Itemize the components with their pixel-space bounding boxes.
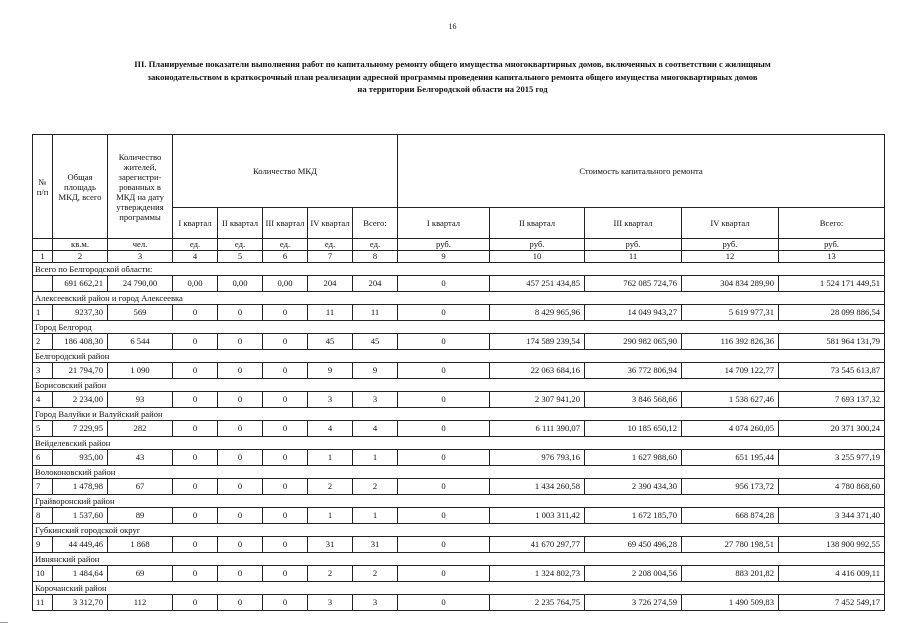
table-cell: 0 (263, 363, 308, 379)
table-cell: 1 090 (108, 363, 173, 379)
section-title-row (33, 350, 885, 363)
table-cell: 186 408,30 (53, 334, 108, 350)
table-cell: 8 429 965,96 (490, 305, 585, 321)
table-cell: 174 589 239,54 (490, 334, 585, 350)
table-cell: 581 964 131,79 (779, 334, 885, 350)
table-cell: 44 449,46 (53, 537, 108, 553)
table-cell: 0 (218, 537, 263, 553)
table-cell: 691 662,21 (53, 276, 108, 292)
column-number-cell: 1 (33, 251, 53, 263)
table-cell: 0 (218, 566, 263, 582)
table-cell: 1 484,64 (53, 566, 108, 582)
table-cell: 2 (353, 566, 398, 582)
section-title-row (33, 524, 885, 537)
table-cell: 45 (308, 334, 353, 350)
table-cell: 21 794,70 (53, 363, 108, 379)
table-cell: 11 (353, 305, 398, 321)
table-cell: 0 (263, 595, 308, 611)
table-cell: 24 790,00 (108, 276, 173, 292)
section-title: Ивнянский район (33, 553, 885, 566)
table-cell: 0 (398, 305, 490, 321)
column-numbers-row (33, 251, 885, 263)
table-cell: 45 (353, 334, 398, 350)
table-row (33, 334, 885, 350)
table-cell: 6 544 (108, 334, 173, 350)
table-row (33, 276, 885, 292)
table-cell: 3 344 371,40 (779, 508, 885, 524)
table-cell: 0 (218, 305, 263, 321)
table-cell: 7 693 137,32 (779, 392, 885, 408)
header-area: Общая площадь МКД, всего (53, 135, 108, 239)
table-cell: 0 (173, 595, 218, 611)
column-number-cell: 10 (490, 251, 585, 263)
table-cell: 1 627 988,60 (585, 450, 682, 466)
table-cell: 31 (308, 537, 353, 553)
section-title: Белгородский район (33, 350, 885, 363)
table-cell: 0 (218, 450, 263, 466)
table-cell: 0 (218, 334, 263, 350)
unit-cell (33, 239, 53, 251)
header-cost-q1: I квартал (398, 208, 490, 239)
table-cell: 3 (353, 595, 398, 611)
header-mkd-total: Всего: (353, 208, 398, 239)
table-cell: 11 (33, 595, 53, 611)
table-cell: 0 (173, 392, 218, 408)
table-cell: 0 (263, 450, 308, 466)
header-mkd-q4: IV квартал (308, 208, 353, 239)
table-cell: 1 538 627,46 (682, 392, 779, 408)
capital-repair-table (32, 134, 885, 611)
table-cell: 1 (308, 508, 353, 524)
table-cell: 0 (263, 479, 308, 495)
table-cell: 0 (218, 595, 263, 611)
table-cell: 1 537,60 (53, 508, 108, 524)
header-cost-q3: III квартал (585, 208, 682, 239)
table-cell: 304 834 289,90 (682, 276, 779, 292)
table-row (33, 508, 885, 524)
table-cell: 1 434 260,58 (490, 479, 585, 495)
header-repair-cost: Стоимость капитального ремонта (398, 135, 885, 208)
table-cell: 67 (108, 479, 173, 495)
table-cell: 9237,30 (53, 305, 108, 321)
table-cell: 0 (398, 363, 490, 379)
table-cell: 10 185 650,12 (585, 421, 682, 437)
section-title-row (33, 437, 885, 450)
page-number: 16 (448, 22, 457, 31)
table-cell: 935,00 (53, 450, 108, 466)
column-number-cell: 13 (779, 251, 885, 263)
table-cell: 9 (353, 363, 398, 379)
table-cell: 0 (173, 479, 218, 495)
table-cell: 1 (33, 305, 53, 321)
header-cost-q4: IV квартал (682, 208, 779, 239)
table-cell: 1 (353, 508, 398, 524)
section-title-row (33, 553, 885, 566)
table-cell: 3 (353, 392, 398, 408)
units-row (33, 239, 885, 251)
table-cell: 1 672 185,70 (585, 508, 682, 524)
table-cell: 69 450 496,28 (585, 537, 682, 553)
column-number-cell: 8 (353, 251, 398, 263)
unit-cell: руб. (682, 239, 779, 251)
header-num: № п/п (33, 135, 53, 239)
table-cell: 0,00 (263, 276, 308, 292)
table-cell: 668 874,28 (682, 508, 779, 524)
table-cell: 0 (398, 595, 490, 611)
header-cost-total: Всего: (779, 208, 885, 239)
table-row (33, 305, 885, 321)
table-cell: 4 (353, 421, 398, 437)
table-cell: 22 063 684,16 (490, 363, 585, 379)
unit-cell: кв.м. (53, 239, 108, 251)
unit-cell: ед. (308, 239, 353, 251)
table-cell: 762 085 724,76 (585, 276, 682, 292)
table-cell: 10 (33, 566, 53, 582)
unit-cell: руб. (398, 239, 490, 251)
table-cell: 2 (308, 479, 353, 495)
table-cell: 0 (398, 537, 490, 553)
table-cell: 0 (218, 508, 263, 524)
table-cell: 36 772 806,94 (585, 363, 682, 379)
table-cell: 2 234,00 (53, 392, 108, 408)
table-row (33, 392, 885, 408)
header-mkd-q1: I квартал (173, 208, 218, 239)
table-cell: 69 (108, 566, 173, 582)
table-cell: 1 (308, 450, 353, 466)
table-cell: 27 780 198,51 (682, 537, 779, 553)
table-cell: 0 (263, 566, 308, 582)
table-cell: 2 (33, 334, 53, 350)
table-cell: 0 (263, 334, 308, 350)
column-number-cell: 3 (108, 251, 173, 263)
table-cell: 651 195,44 (682, 450, 779, 466)
table-cell: 0 (173, 421, 218, 437)
table-cell: 0 (263, 537, 308, 553)
column-number-cell: 9 (398, 251, 490, 263)
header-mkd-count: Количество МКД (173, 135, 398, 208)
table-row (33, 363, 885, 379)
column-number-cell: 5 (218, 251, 263, 263)
section-title: Борисовский район (33, 379, 885, 392)
section-title: Грайворонский район (33, 495, 885, 508)
table-cell: 4 (33, 392, 53, 408)
table-cell: 282 (108, 421, 173, 437)
section-title-row (33, 263, 885, 276)
table-cell: 1 524 171 449,51 (779, 276, 885, 292)
table-cell: 883 201,82 (682, 566, 779, 582)
section-title-row (33, 321, 885, 334)
table-cell: 3 (33, 363, 53, 379)
table-cell: 0 (173, 334, 218, 350)
table-cell: 2 307 941,20 (490, 392, 585, 408)
table-cell: 93 (108, 392, 173, 408)
table-cell: 14 049 943,27 (585, 305, 682, 321)
header-mkd-q2: II квартал (218, 208, 263, 239)
table-cell: 116 392 826,36 (682, 334, 779, 350)
section-title-row (33, 582, 885, 595)
table-row (33, 450, 885, 466)
unit-cell: руб. (585, 239, 682, 251)
unit-cell: ед. (353, 239, 398, 251)
title-line-3: на территории Белгородской области на 2015 год (357, 84, 548, 94)
table-cell: 976 793,16 (490, 450, 585, 466)
section-title: Губкинский городской округ (33, 524, 885, 537)
table-cell: 0 (173, 305, 218, 321)
table-cell: 7 229,95 (53, 421, 108, 437)
table-cell: 20 371 300,24 (779, 421, 885, 437)
table-cell: 2 (308, 566, 353, 582)
table-cell: 0 (398, 450, 490, 466)
table-cell: 0 (263, 305, 308, 321)
column-number-cell: 12 (682, 251, 779, 263)
table-cell: 0 (173, 537, 218, 553)
table-cell: 1 868 (108, 537, 173, 553)
table-cell: 0 (398, 508, 490, 524)
table-cell: 290 982 065,90 (585, 334, 682, 350)
table-cell: 1 478,98 (53, 479, 108, 495)
column-number-cell: 11 (585, 251, 682, 263)
table-cell: 0 (263, 508, 308, 524)
table-cell: 0 (218, 421, 263, 437)
header-residents: Количество жителей, зарегистри-рованных в МКД на дату утверждения программы (108, 135, 173, 239)
table-row (33, 479, 885, 495)
table-cell: 8 (33, 508, 53, 524)
unit-cell: руб. (779, 239, 885, 251)
table-cell: 204 (353, 276, 398, 292)
table-cell: 457 251 434,85 (490, 276, 585, 292)
table-row (33, 421, 885, 437)
unit-cell: руб. (490, 239, 585, 251)
table-cell: 28 099 886,54 (779, 305, 885, 321)
table-cell: 3 846 568,66 (585, 392, 682, 408)
column-number-cell: 4 (173, 251, 218, 263)
header-mkd-q3: III квартал (263, 208, 308, 239)
table-cell: 3 255 977,19 (779, 450, 885, 466)
table-cell: 4 416 009,11 (779, 566, 885, 582)
header-cost-q2: II квартал (490, 208, 585, 239)
table-cell: 73 545 613,87 (779, 363, 885, 379)
table-cell: 41 670 297,77 (490, 537, 585, 553)
table-cell: 5 (33, 421, 53, 437)
column-number-cell: 2 (53, 251, 108, 263)
table-cell: 3 312,70 (53, 595, 108, 611)
table-row (33, 595, 885, 611)
table-cell: 1 324 802,73 (490, 566, 585, 582)
title-line-2: законодательством в краткосрочный план реализации адресной программы проведения капитального ремонта общего имущества многоквартирных домов (147, 71, 758, 82)
table-cell: 0 (173, 363, 218, 379)
table-row (33, 566, 885, 582)
table-cell: 204 (308, 276, 353, 292)
table-cell: 4 074 260,05 (682, 421, 779, 437)
table-body (33, 263, 885, 611)
section-title: Волоконовский район (33, 466, 885, 479)
table-cell: 138 900 992,55 (779, 537, 885, 553)
table-cell: 0,00 (173, 276, 218, 292)
table-cell: 569 (108, 305, 173, 321)
table-cell: 1 (353, 450, 398, 466)
table-cell: 7 (33, 479, 53, 495)
title-line-1: III. Планируемые показатели выполнения работ по капитальному ремонту общего имущества многоквартирных домов, включенных в соответствии с жилищным (134, 59, 771, 69)
table-cell: 112 (108, 595, 173, 611)
table-cell: 0 (263, 392, 308, 408)
table-cell: 3 (308, 595, 353, 611)
table-cell: 3 726 274,59 (585, 595, 682, 611)
table-cell: 1 490 509,83 (682, 595, 779, 611)
table-cell: 6 111 390,07 (490, 421, 585, 437)
table-cell: 2 208 004,56 (585, 566, 682, 582)
table-cell: 0 (218, 363, 263, 379)
section-title: Всего по Белгородской области: (33, 263, 885, 276)
unit-cell: чел. (108, 239, 173, 251)
unit-cell: ед. (173, 239, 218, 251)
table-cell: 0 (398, 276, 490, 292)
table-cell: 0 (398, 421, 490, 437)
table-cell: 0 (218, 392, 263, 408)
section-title-row (33, 292, 885, 305)
table-header (33, 135, 885, 263)
section-title-row (33, 495, 885, 508)
table-cell: 0 (218, 479, 263, 495)
table-cell: 0 (398, 392, 490, 408)
table-cell: 0 (398, 334, 490, 350)
section-title: Вейделевский район (33, 437, 885, 450)
unit-cell: ед. (218, 239, 263, 251)
table-cell: 6 (33, 450, 53, 466)
table-cell: 89 (108, 508, 173, 524)
section-title: Город Белгород (33, 321, 885, 334)
table-cell: 0 (173, 450, 218, 466)
table-cell: 43 (108, 450, 173, 466)
table-cell: 0 (398, 479, 490, 495)
table-cell: 4 780 868,60 (779, 479, 885, 495)
table-cell: 0 (173, 566, 218, 582)
table-cell: 0 (398, 566, 490, 582)
table-cell: 3 (308, 392, 353, 408)
table-cell: 2 235 764,75 (490, 595, 585, 611)
section-title: Корочанский район (33, 582, 885, 595)
document-title (40, 58, 865, 96)
table-cell: 4 (308, 421, 353, 437)
table-cell: 7 452 549,17 (779, 595, 885, 611)
table-row (33, 537, 885, 553)
table-cell: 1 003 311,42 (490, 508, 585, 524)
table-cell: 0 (173, 508, 218, 524)
table-cell: 2 390 434,30 (585, 479, 682, 495)
table-cell: 14 709 122,77 (682, 363, 779, 379)
table-cell (33, 276, 53, 292)
table-cell: 2 (353, 479, 398, 495)
column-number-cell: 6 (263, 251, 308, 263)
column-number-cell: 7 (308, 251, 353, 263)
section-title: Алексеевский район и город Алексеевка (33, 292, 885, 305)
page-edge-mark (0, 622, 8, 623)
table-cell: 0 (263, 421, 308, 437)
section-title-row (33, 379, 885, 392)
table-cell: 956 173,72 (682, 479, 779, 495)
table-cell: 0,00 (218, 276, 263, 292)
section-title: Город Валуйки и Валуйский район (33, 408, 885, 421)
section-title-row (33, 466, 885, 479)
table-cell: 11 (308, 305, 353, 321)
table-cell: 9 (308, 363, 353, 379)
section-title-row (33, 408, 885, 421)
table-cell: 31 (353, 537, 398, 553)
unit-cell: ед. (263, 239, 308, 251)
table-cell: 5 619 977,31 (682, 305, 779, 321)
table-cell: 9 (33, 537, 53, 553)
